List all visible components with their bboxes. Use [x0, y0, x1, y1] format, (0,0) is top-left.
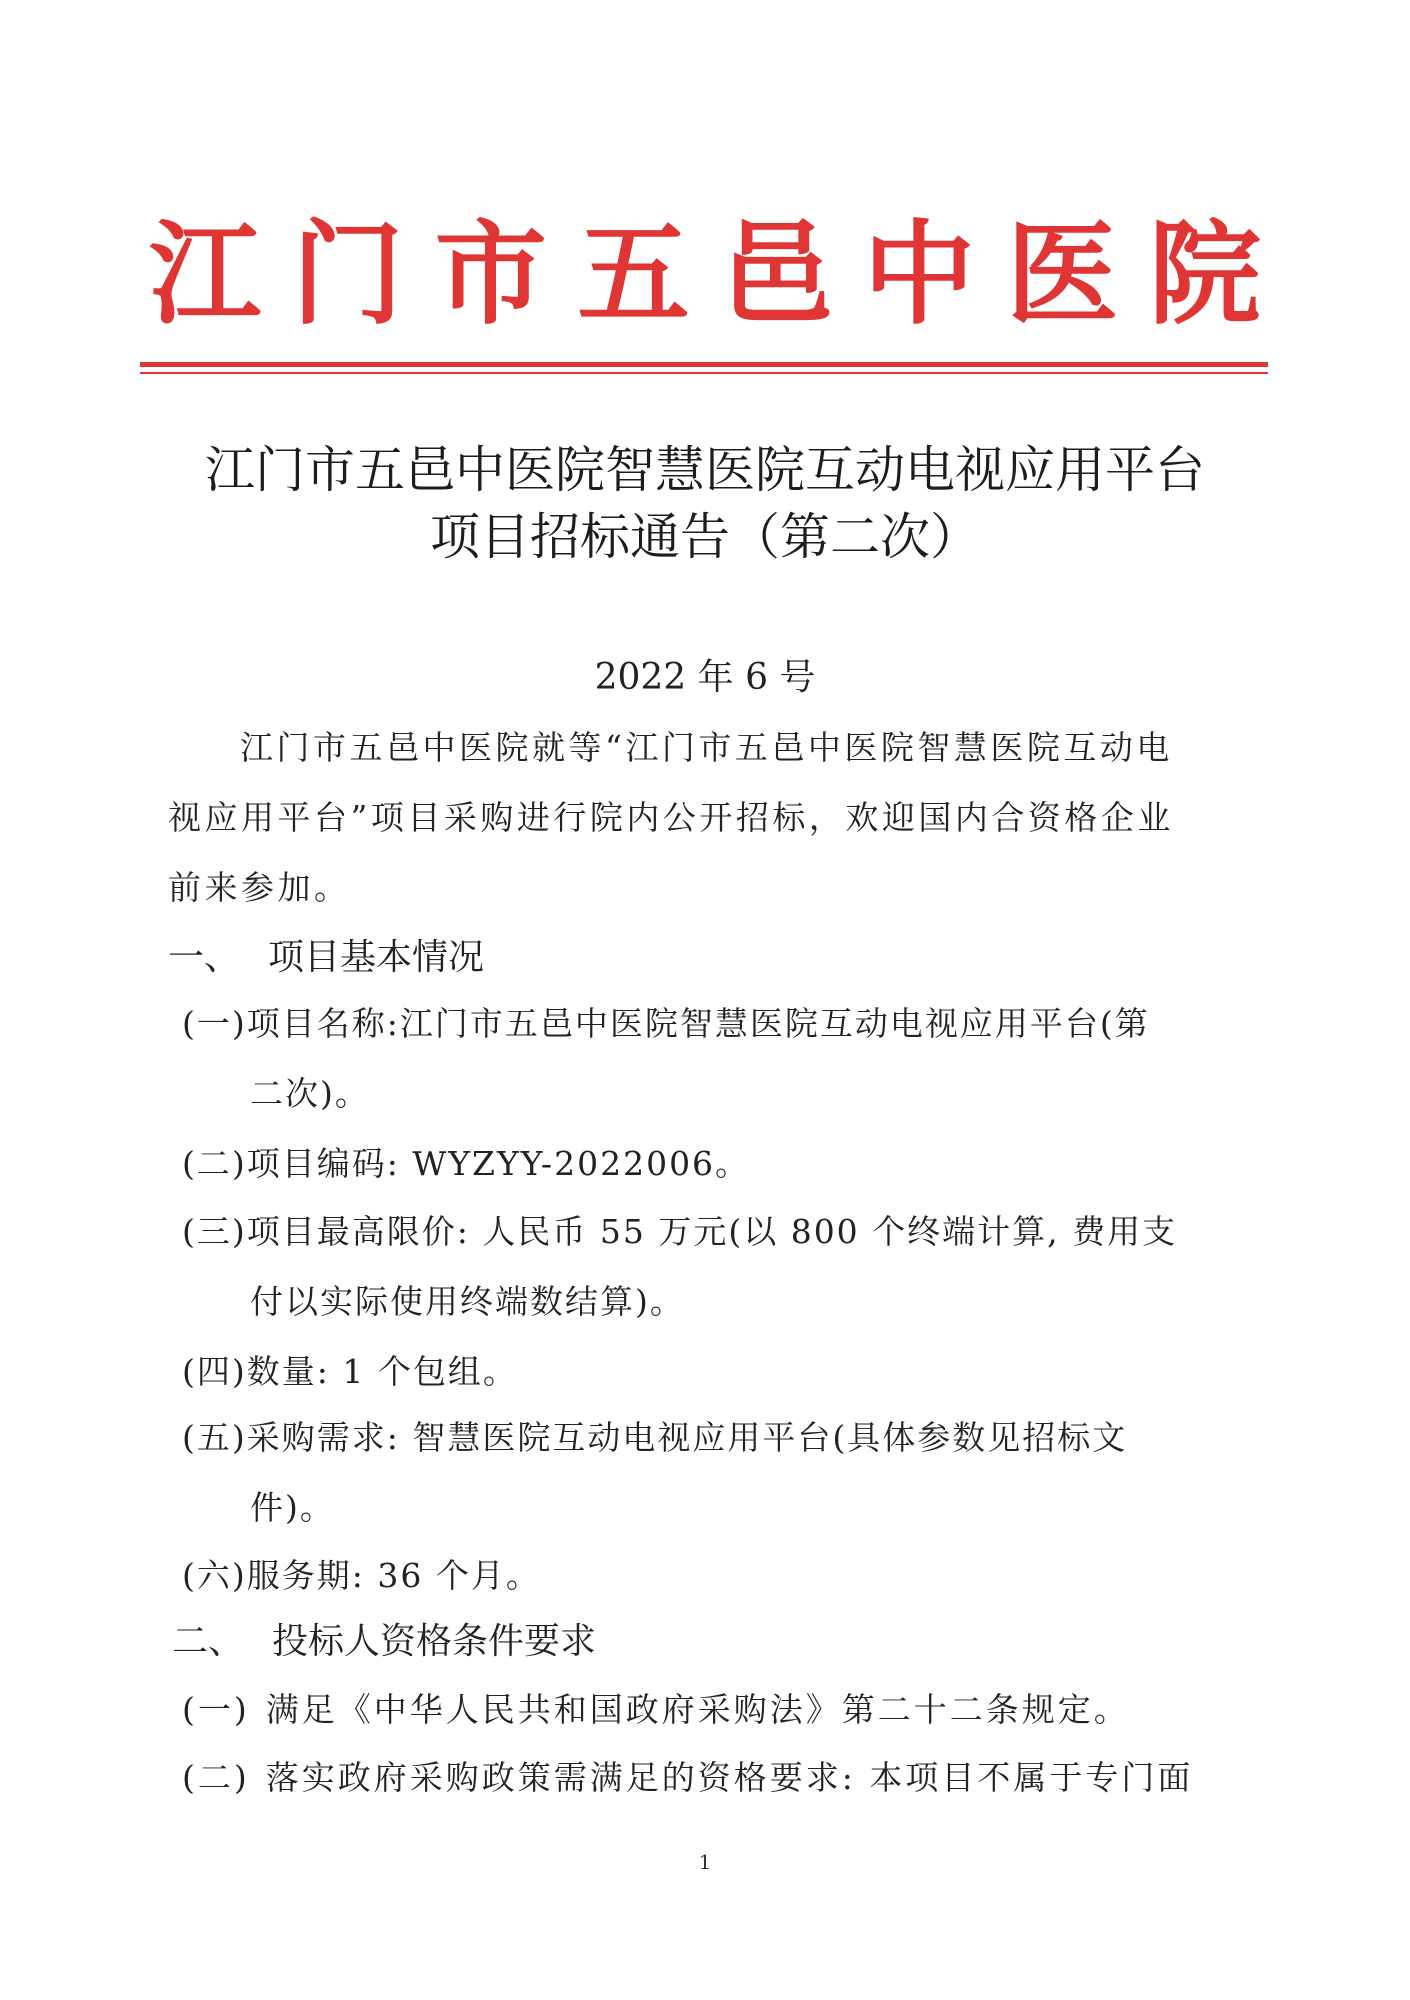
- letterhead-rule-thick: [140, 362, 1268, 367]
- list-item: [182, 1752, 1193, 1804]
- item-text: 采购需求: 智慧医院互动电视应用平台(具体参数见招标文: [246, 1418, 1128, 1457]
- item-mark: (六): [182, 1556, 247, 1595]
- letterhead-char: 院: [1148, 209, 1261, 340]
- item-mark: (三): [182, 1212, 247, 1251]
- letterhead: [140, 210, 1270, 340]
- letterhead-rule-thin: [140, 372, 1268, 374]
- letterhead-char: 邑: [720, 209, 833, 340]
- list-item: [182, 1206, 1177, 1258]
- item-mark: (二): [182, 1144, 247, 1183]
- item-mark: (一): [182, 1004, 247, 1043]
- item-text: 项目名称:江门市五邑中医院智慧医院互动电视应用平台(第: [246, 1004, 1150, 1043]
- item-continuation: 件)。: [250, 1488, 335, 1527]
- document-title-line-2: 项目招标通告（第二次）: [430, 508, 980, 566]
- list-item: [182, 998, 1150, 1050]
- section-title: 投标人资格条件要求: [272, 1621, 597, 1662]
- item-text: 服务期: 36 个月。: [246, 1556, 541, 1595]
- document-number: 2022 年 6 号: [594, 657, 816, 698]
- section-title: 项目基本情况: [268, 937, 485, 978]
- item-continuation: 付以实际使用终端数结算)。: [250, 1282, 685, 1321]
- intro-line: 视应用平台”项目采购进行院内公开招标，欢迎国内合资格企业: [168, 798, 1174, 837]
- list-item: [182, 1684, 1130, 1736]
- letterhead-char: 五: [577, 209, 690, 340]
- list-item: [182, 1138, 750, 1190]
- item-mark: (五): [182, 1418, 247, 1457]
- section-heading-1: [168, 930, 484, 986]
- item-continuation: 二次)。: [250, 1074, 370, 1113]
- document-title-line-1: 江门市五邑中医院智慧医院互动电视应用平台: [205, 441, 1205, 499]
- section-number: 二、: [172, 1621, 245, 1662]
- letterhead-char: 医: [1006, 209, 1119, 340]
- intro-line: 前来参加。: [168, 868, 351, 907]
- section-number: 一、: [168, 937, 241, 978]
- list-item: [182, 1412, 1127, 1464]
- intro-line: 江门市五邑中医院就等“江门市五邑中医院智慧医院互动电: [240, 728, 1173, 767]
- item-text: 数量: 1 个包组。: [246, 1352, 518, 1391]
- section-heading-2: [172, 1614, 596, 1670]
- item-mark: (一): [182, 1690, 250, 1729]
- letterhead-char: 市: [434, 209, 547, 340]
- letterhead-char: 门: [291, 209, 404, 340]
- item-text: 项目编码: WYZYY-2022006。: [246, 1144, 751, 1183]
- list-item: [182, 1346, 518, 1398]
- item-mark: (二): [182, 1758, 250, 1797]
- item-text: 满足《中华人民共和国政府采购法》第二十二条规定。: [265, 1690, 1130, 1729]
- page-number: 1: [698, 1850, 712, 1874]
- item-text: 项目最高限价: 人民币 55 万元(以 800 个终端计算, 费用支: [246, 1212, 1178, 1251]
- item-text: 落实政府采购政策需满足的资格要求: 本项目不属于专门面: [265, 1758, 1194, 1797]
- letterhead-char: 江: [149, 209, 261, 340]
- list-item: [182, 1550, 541, 1602]
- item-mark: (四): [182, 1352, 247, 1391]
- letterhead-char: 中: [863, 209, 976, 340]
